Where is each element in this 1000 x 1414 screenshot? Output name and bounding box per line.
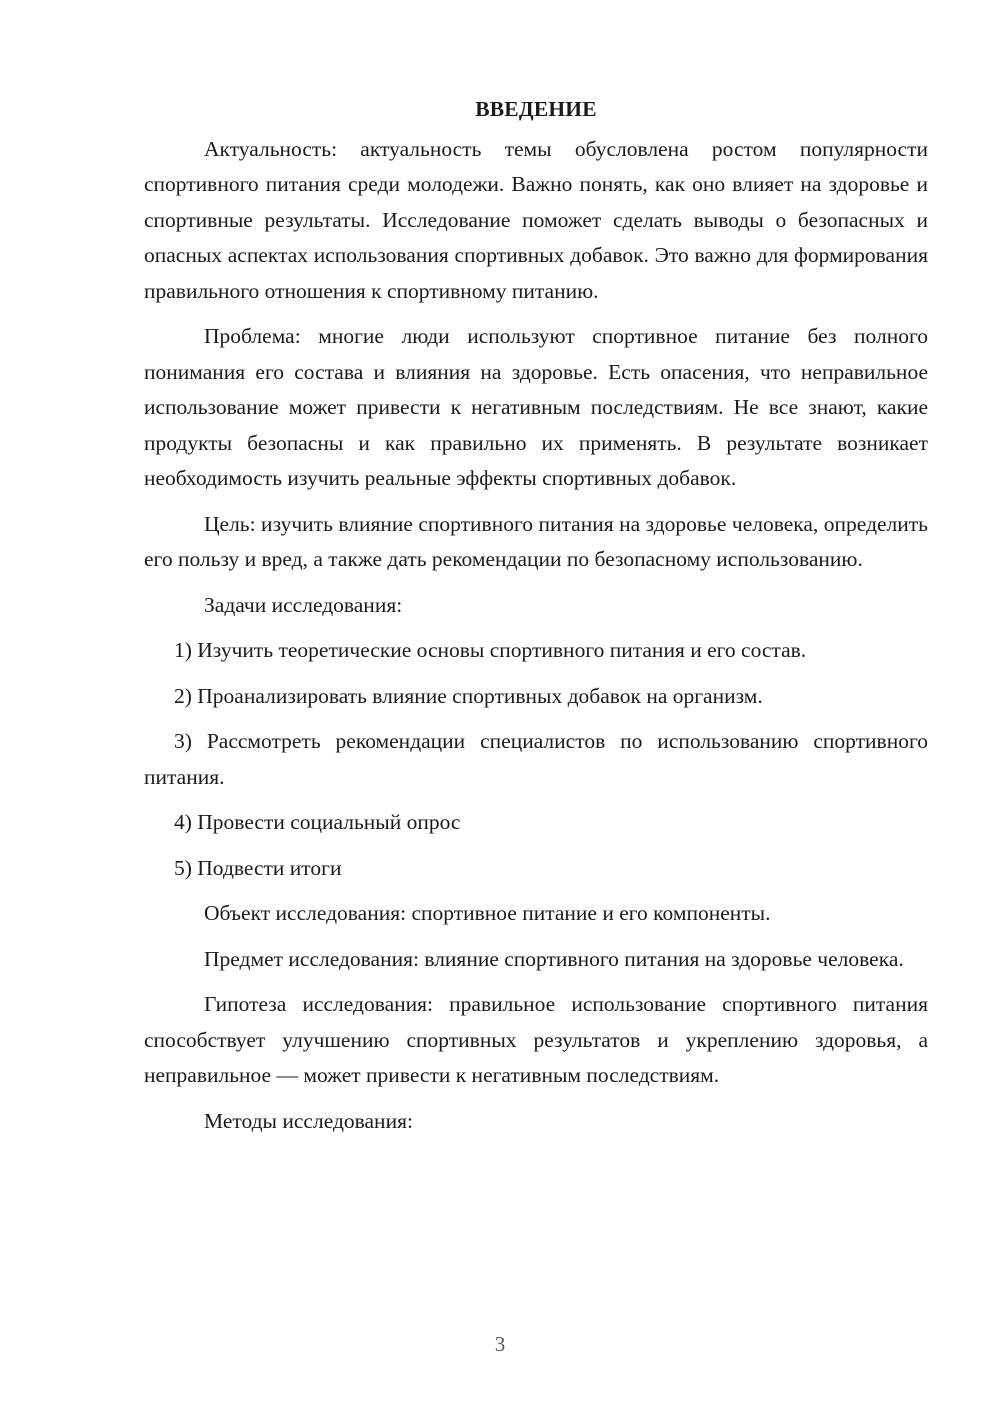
list-item: 5) Подвести итоги <box>174 855 342 880</box>
methods-heading: Методы исследования: <box>204 1108 413 1133</box>
paragraph-problem: Проблема: многие люди используют спортивное питание без полного понимания его состава и влияния на здоровье. Есть опасения, что неправильное использование может привести к негативным последствиям. Не все знают, какие продукты безопасны и как правильно их применять. В результате возникает необходимость изучить реальные эффекты спортивных добавок. <box>144 324 928 490</box>
document-page <box>144 92 928 1149</box>
tasks-heading: Задачи исследования: <box>204 592 403 617</box>
paragraph-subject: Предмет исследования: влияние спортивного питания на здоровье человека. <box>204 946 904 971</box>
section-title: ВВЕДЕНИЕ <box>475 97 597 121</box>
paragraph-object: Объект исследования: спортивное питание и его компоненты. <box>204 901 771 925</box>
list-item: 1) Изучить теоретические основы спортивного питания и его состав. <box>174 638 807 662</box>
list-item: 2) Проанализировать влияние спортивных добавок на организм. <box>174 683 763 708</box>
paragraph-relevance: Актуальность: актуальность темы обусловлена ростом популярности спортивного питания среди молодежи. Важно понять, как оно влияет на здоровье и спортивные результаты. Исследование поможет сделать выводы о безопасных и опасных аспектах использования спортивных добавок. Это важно для формирования правильного отношения к спортивному питанию. <box>144 136 928 303</box>
page-number: 3 <box>494 1332 506 1356</box>
paragraph-goal: Цель: изучить влияние спортивного питания на здоровье человека, определить его пользу и вред, а также дать рекомендации по безопасному использованию. <box>144 511 928 571</box>
tasks-list <box>144 633 928 886</box>
list-item: 4) Провести социальный опрос <box>174 810 461 834</box>
paragraph-hypothesis: Гипотеза исследования: правильное использование спортивного питания способствует улучшению спортивных результатов и укреплению здоровья, а неправильное — может привести к негативным последствиям. <box>144 992 928 1087</box>
list-item: 3) Рассмотреть рекомендации специалистов по использованию спортивного питания. <box>144 729 928 789</box>
